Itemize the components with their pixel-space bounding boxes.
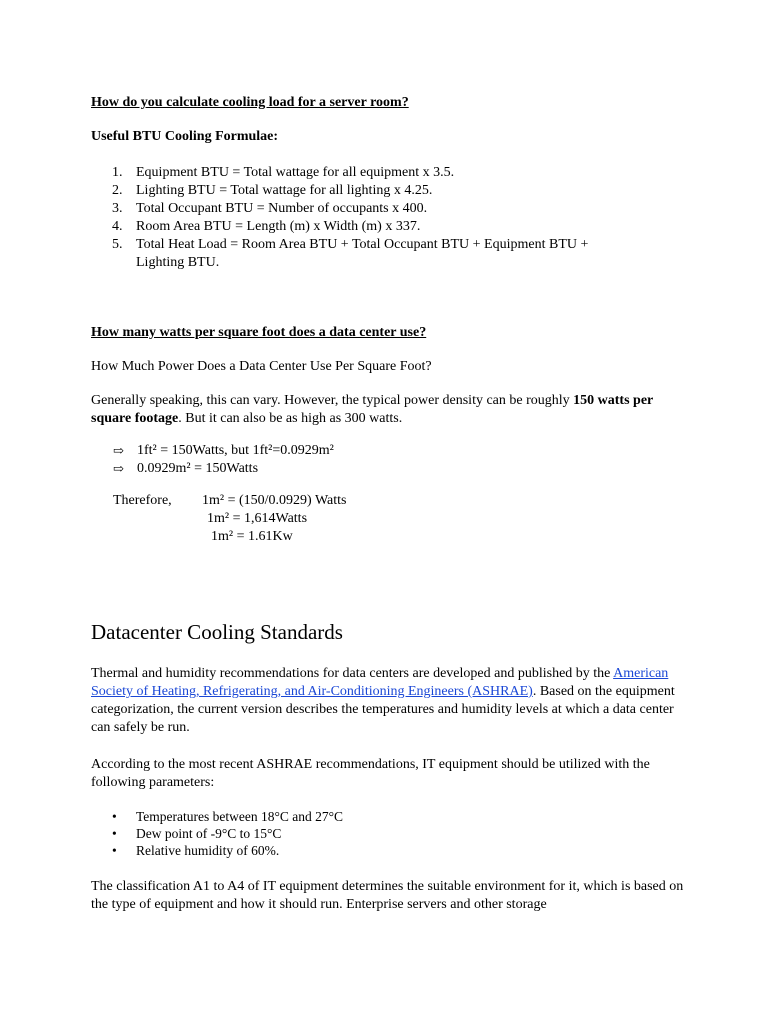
list-item-text: 0.0929m² = 150Watts — [137, 461, 259, 476]
list-item-text: Total Heat Load = Room Area BTU + Total Occupant BTU + Equipment BTU + Lighting BTU. — [136, 237, 589, 270]
arrow-list — [91, 442, 691, 478]
therefore-label: Therefore, — [113, 493, 172, 508]
calc-line: 1m² = (150/0.0929) Watts — [202, 493, 347, 508]
right-arrow-icon: ⇨ — [113, 443, 124, 458]
paragraph-text: Thermal and humidity recommendations for data centers are developed and published by the — [91, 666, 614, 681]
list-item — [112, 200, 691, 218]
list-number: 3. — [112, 201, 123, 216]
question-heading-cooling-load: How do you calculate cooling load for a server room? — [91, 95, 409, 110]
list-item — [112, 218, 691, 236]
list-item-text: Dew point of -9°C to 15°C — [136, 826, 282, 841]
ashrae-link[interactable]: American Society of Heating, Refrigerating, and Air-Conditioning Engineers (ASHRAE) — [91, 666, 669, 699]
list-item — [112, 236, 691, 272]
list-item-text: Equipment BTU = Total wattage for all equipment x 3.5. — [136, 165, 455, 180]
calculation-block — [91, 492, 691, 546]
paragraph-text: . Based on the equipment categorization, the current version describes the temperatures and humidity levels at which a data center can safely be run. — [91, 684, 675, 735]
list-item-text: 1ft² = 150Watts, but 1ft²=0.0929m² — [137, 443, 334, 458]
paragraph-text: Generally speaking, this can vary. However, the typical power density can be roughly — [91, 393, 574, 408]
formula-list — [91, 164, 691, 272]
bullet-icon: • — [112, 809, 117, 824]
list-item — [113, 442, 691, 460]
list-item-text: Relative humidity of 60%. — [136, 843, 280, 858]
list-item-text: Total Occupant BTU = Number of occupants x 400. — [136, 201, 428, 216]
list-number: 2. — [112, 183, 123, 198]
section-title-cooling-standards: Datacenter Cooling Standards — [91, 620, 343, 644]
document-page — [91, 94, 691, 914]
list-item — [112, 182, 691, 200]
bullet-icon: • — [112, 826, 117, 841]
list-item — [112, 164, 691, 182]
calc-line: 1m² = 1.61Kw — [211, 529, 293, 544]
list-item — [112, 808, 691, 825]
list-item-text: Lighting BTU = Total wattage for all lighting x 4.25. — [136, 183, 433, 198]
bold-text: 150 watts per square footage — [91, 393, 653, 426]
ashrae-intro-paragraph — [91, 665, 691, 737]
list-item-text: Temperatures between 18°C and 27°C — [136, 809, 344, 824]
list-item-text: Room Area BTU = Length (m) x Width (m) x 337. — [136, 219, 421, 234]
btu-formulae-heading: Useful BTU Cooling Formulae: — [91, 129, 279, 144]
list-number: 4. — [112, 219, 123, 234]
question-heading-watts-per-sqft: How many watts per square foot does a data center use? — [91, 325, 427, 340]
power-density-paragraph — [91, 392, 691, 428]
bullet-icon: • — [112, 843, 117, 858]
parameters-list — [91, 808, 691, 859]
paragraph-text: . But it can also be as high as 300 watts. — [178, 411, 403, 426]
ashrae-recommendations-paragraph: According to the most recent ASHRAE recommendations, IT equipment should be utilized with the following parameters: — [91, 757, 650, 790]
calc-line: 1m² = 1,614Watts — [207, 511, 308, 526]
list-number: 1. — [112, 165, 123, 180]
classification-paragraph: The classification A1 to A4 of IT equipment determines the suitable environment for it, which is based on the type of equipment and how it should run. Enterprise servers and other storage — [91, 879, 684, 912]
list-item — [112, 825, 691, 842]
list-item — [112, 842, 691, 859]
list-item — [113, 460, 691, 478]
right-arrow-icon: ⇨ — [113, 461, 124, 476]
list-number: 5. — [112, 237, 123, 252]
subquestion-text: How Much Power Does a Data Center Use Per Square Foot? — [91, 359, 432, 374]
